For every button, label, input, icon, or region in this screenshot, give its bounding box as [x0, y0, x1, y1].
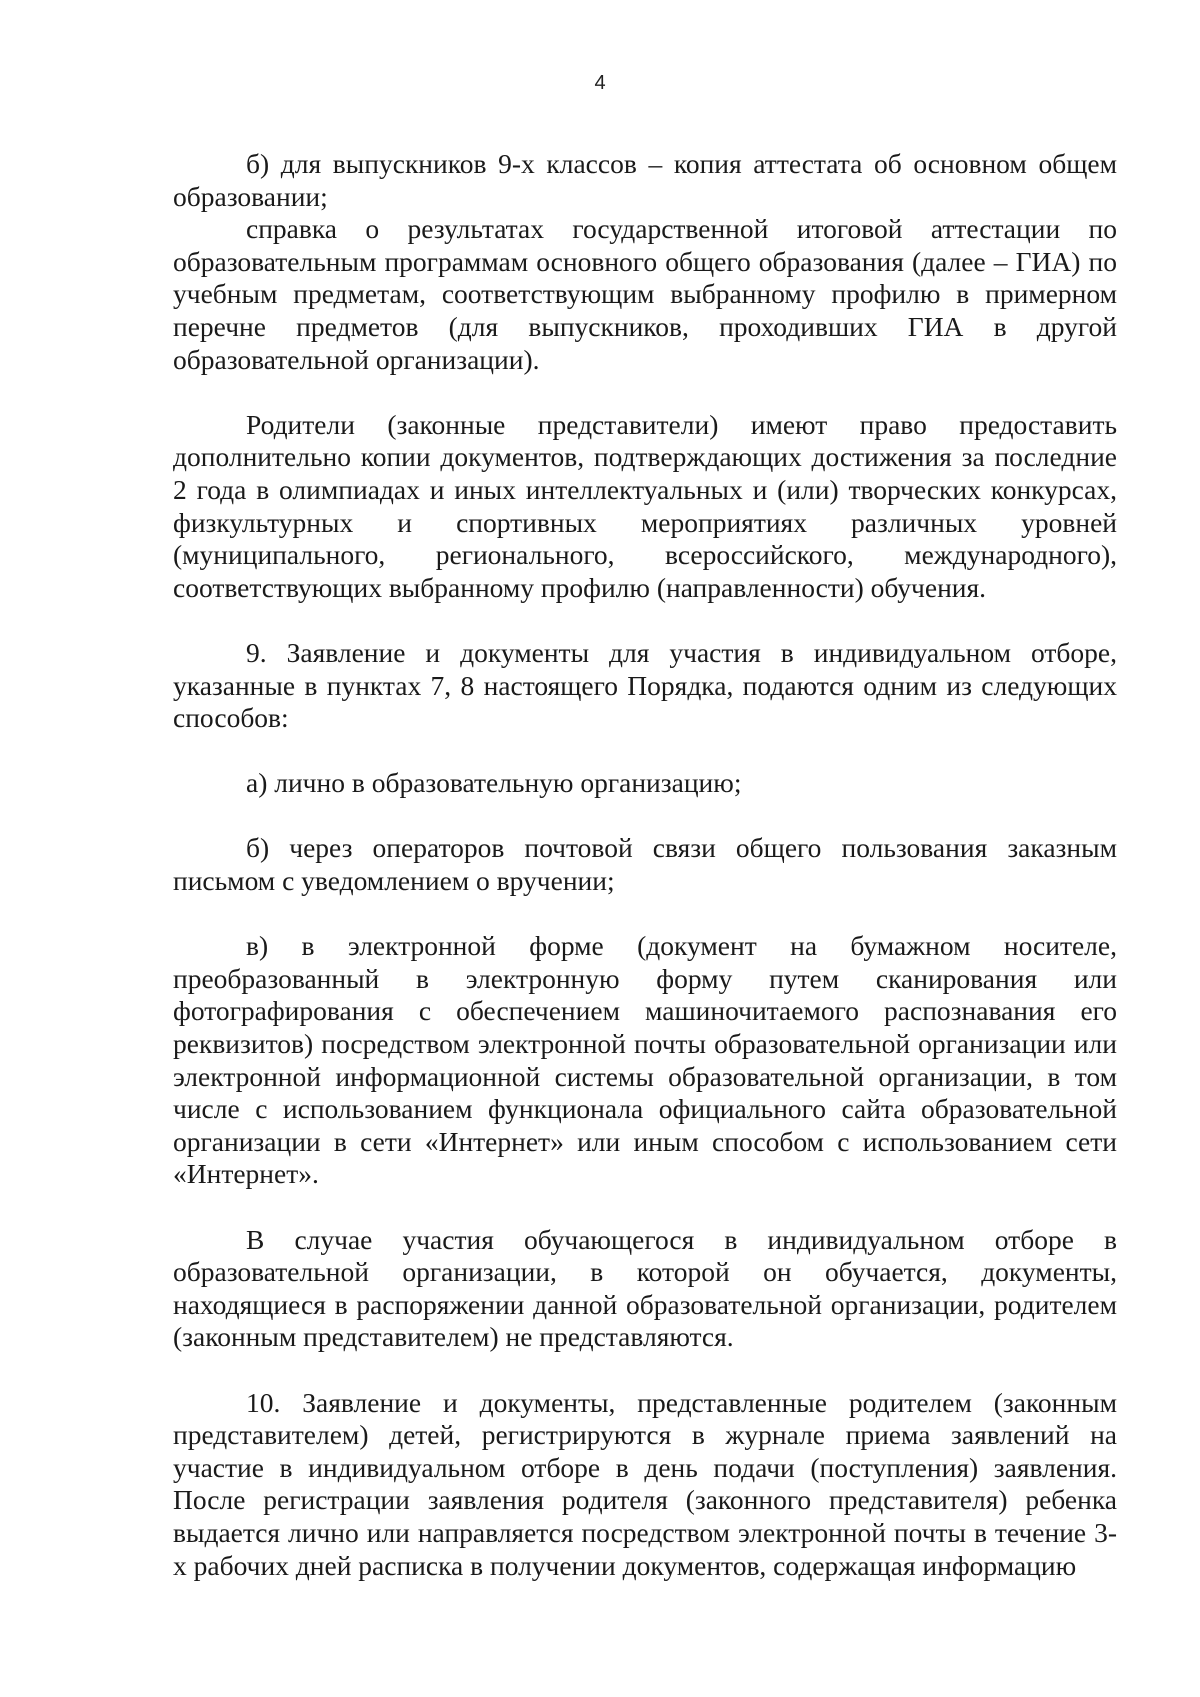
paragraph-own-school: В случае участия обучающегося в индивидуальном отборе в образовательной организации, в которой он обучается, документы, находящиеся в распоряжении данной образовательной организации, родителем (законным представителем) не представляются.	[173, 1223, 1117, 1353]
paragraph-graduates-9: б) для выпускников 9-х классов – копия аттестата об основном общем образовании;	[173, 148, 1117, 212]
paragraph-item-9b: б) через операторов почтовой связи общего пользования заказным письмом с уведомлением о вручении;	[173, 832, 1117, 897]
document-body	[173, 148, 1117, 1582]
paragraph-item-9a: а) лично в образовательную организацию;	[246, 767, 742, 799]
paragraph-item-9v: в) в электронной форме (документ на бумажном носителе, преобразованный в электронную форму путем сканирования или фотографирования с обеспечением машиночитаемого распознавания его реквизитов) посредством электронной почты образовательной организации или электронной информационной системы образовательной организации, в том числе с использованием функционала официального сайта образовательной организации в сети «Интернет» или иным способом с использованием сети «Интернет».	[173, 930, 1117, 1190]
paragraph-parents-right: Родители (законные представители) имеют право предоставить дополнительно копии документов, подтверждающих достижения за последние 2 года в олимпиадах и иных интеллектуальных и (или) творческих конкурсах, физкультурных и спортивных мероприятиях различных уровней (муниципального, регионального, всероссийского, международного), соответствующих выбранному профилю (направленности) обучения.	[173, 408, 1117, 603]
paragraph-item-9: 9. Заявление и документы для участия в индивидуальном отборе, указанные в пунктах 7, 8 настоящего Порядка, подаются одним из следующих способов:	[173, 636, 1117, 734]
page-number: 4	[594, 72, 606, 94]
paragraph-gia-certificate: справка о результатах государственной итоговой аттестации по образовательным программам основного общего образования (далее – ГИА) по учебным предметам, соответствующим выбранному профилю в примерном перечне предметов (для выпускников, проходивших ГИА в другой образовательной организации).	[173, 213, 1117, 375]
paragraph-item-10: 10. Заявление и документы, представленные родителем (законным представителем) детей, регистрируются в журнале приема заявлений на участие в индивидуальном отборе в день подачи (поступления) заявления. После регистрации заявления родителя (законного представителя) ребенка выдается лично или направляется посредством электронной почты в течение 3-х рабочих дней расписка в получении документов, содержащая информацию	[173, 1386, 1117, 1581]
